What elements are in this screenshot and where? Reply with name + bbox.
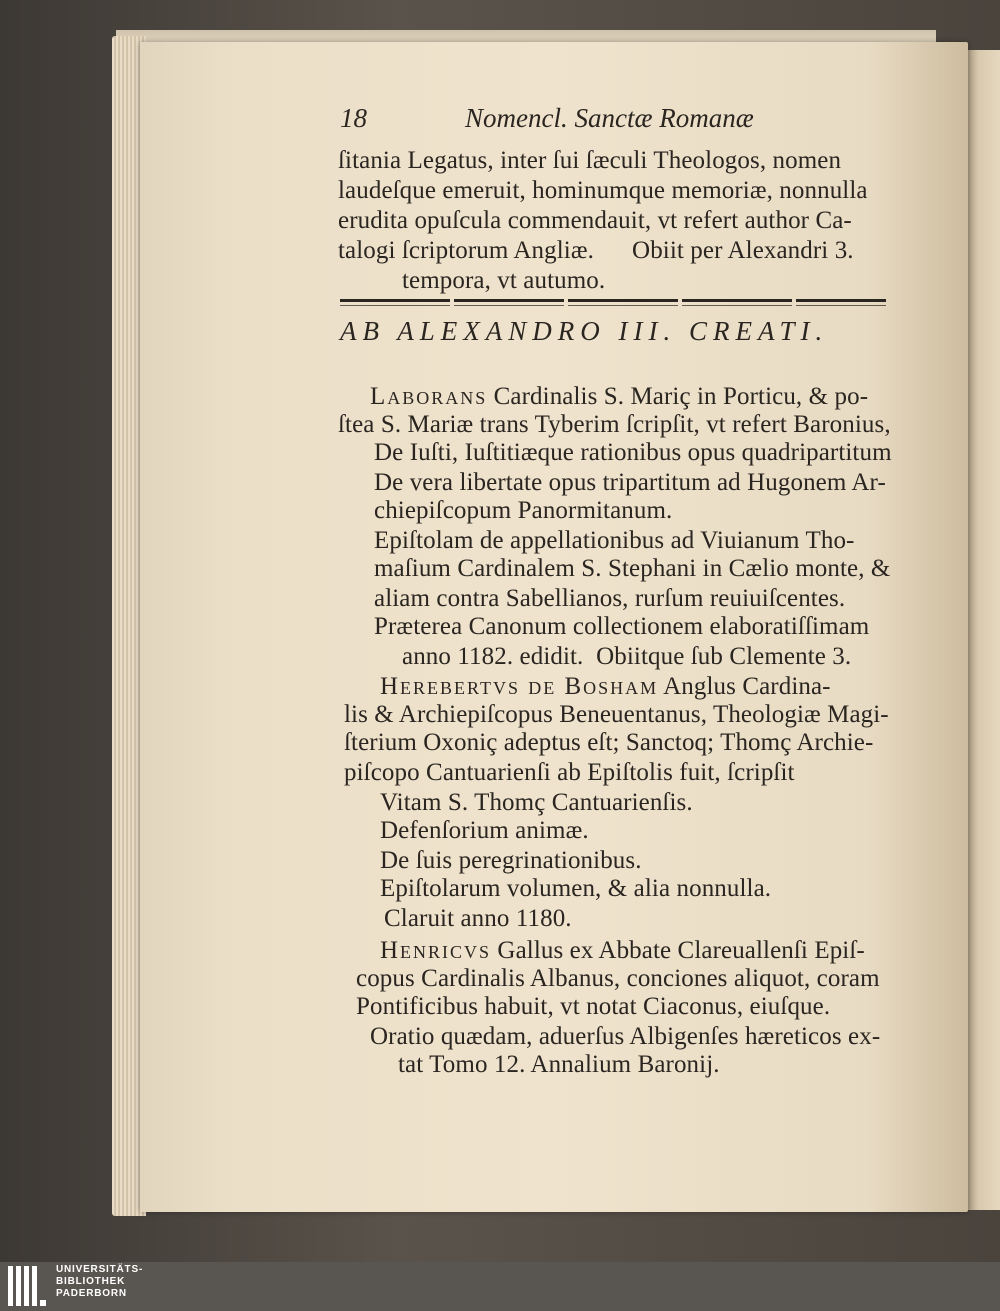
line-text: aliam contra Sabellianos, rurſum reuiuiſcentes. [374,585,846,612]
text-line: tempora, vt autumo. [402,267,606,294]
line-text: Epiſtolarum volumen, & alia nonnulla. [380,875,772,902]
facing-page-edge [964,50,1000,1210]
text-line [380,936,865,966]
library-logo-icon [8,1266,48,1306]
line-text: De vera libertate opus tripartitum ad Hugonem Ar- [374,469,886,496]
text-line [374,612,869,642]
line-text: Præterea Canonum collectionem elaboratiſſimam [374,613,870,640]
line-text: Cardinalis S. Mariç in Porticu, & po- [487,383,869,410]
text-line [380,788,693,818]
text-line [380,816,589,846]
line-text: Defenſorium animæ. [380,817,589,844]
section-rule-thin [340,305,886,306]
text-line [380,874,771,904]
line-text: tat Tomo 12. Annalium Baronij. [398,1051,720,1078]
line-text: Claruit anno 1180. [384,905,572,932]
line-text: piſcopo Cantuarienſi ab Epiſtolis fuit, ſcripſit [344,759,795,786]
text-line: talogi ſcriptorum Angliæ. Obiit per Alexandri 3. [338,237,854,264]
text-line [384,904,572,934]
line-text: Epiſtolam de appellationibus ad Viuianum Tho- [374,527,855,554]
entry-name: Herebertvs de Bosham [380,673,659,700]
text-line [344,700,889,730]
entry-name: Laborans [370,383,488,410]
text-line [374,554,890,584]
text-line [380,672,831,702]
text-line [370,382,868,412]
line-text: De Iuſti, Iuſtitiæque rationibus opus quadripartitum [374,439,892,466]
entry-name: Henricvs [380,937,492,964]
text-line [402,642,851,672]
line-text: copus Cardinalis Albanus, conciones aliquot, coram [356,965,880,992]
line-text: Vitam S. Thomç Cantuarienſis. [380,789,693,816]
section-rule [340,299,886,302]
text-line: ſitania Legatus, inter ſui ſæculi Theologos, nomen [338,147,842,174]
line-text: De ſuis peregrinationibus. [380,847,642,874]
line-text: lis & Archiepiſcopus Beneuentanus, Theologiæ Magi- [344,701,889,728]
text-line [374,584,845,614]
text-line [398,1050,720,1080]
line-text: maſium Cardinalem S. Stephani in Cælio monte, & [374,555,891,582]
line-text: chiepiſcopum Panormitanum. [374,497,673,524]
text-line [380,846,642,876]
text-line [344,758,795,788]
running-title: Nomencl. Sanctæ Romanæ [465,103,754,133]
page-number: 18 [340,103,367,133]
library-name-line2: BIBLIOTHEK [56,1276,126,1287]
text-line [374,526,854,556]
text-line: laudeſque emeruit, hominumque memoriæ, nonnulla [338,177,868,204]
line-text: Oratio quædam, aduerſus Albigenſes hæreticos ex- [370,1023,881,1050]
library-name-line3: PADERBORN [56,1288,127,1299]
library-name-line1: UNIVERSITÄTS- [56,1264,144,1275]
line-text: ſtea S. Mariæ trans Tyberim ſcripſit, vt refert Baronius, [338,411,891,438]
library-footer-bar [0,1262,1000,1311]
text-line: erudita opuſcula commendauit, vt refert author Ca- [338,207,852,234]
text-line [344,728,873,758]
line-text: Gallus ex Abbate Clareuallenſi Epiſ- [491,937,865,964]
line-text: ſterium Oxoniç adeptus eſt; Sanctoq; Thomç Archie- [344,729,874,756]
line-text: anno 1182. edidit. Obiitque ſub Clemente 3. [402,643,852,670]
text-line [374,496,672,526]
line-text: Pontificibus habuit, vt notat Ciaconus, eiuſque. [356,993,831,1020]
text-line [374,438,892,468]
text-line [370,1022,880,1052]
text-line [338,410,891,440]
line-text: Anglus Cardina- [658,673,831,700]
text-line [356,964,880,994]
text-line [356,992,830,1022]
section-heading: AB ALEXANDRO III. CREATI. [340,316,829,346]
text-line [374,468,886,498]
